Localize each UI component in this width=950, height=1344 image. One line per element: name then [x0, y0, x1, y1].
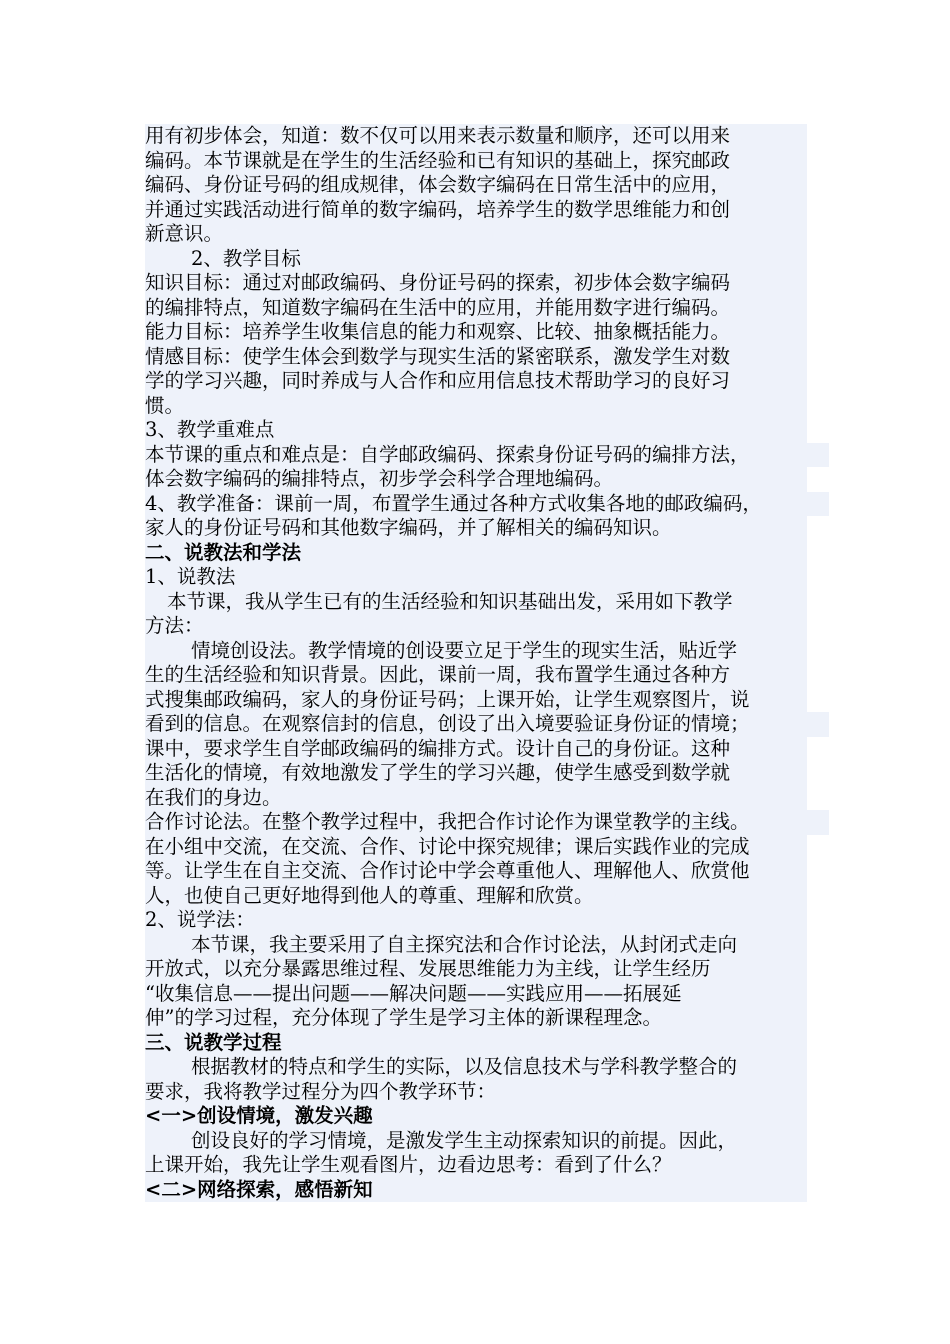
document-body — [145, 124, 807, 1202]
subsection-heading: <一>创设情境，激发兴趣 — [145, 1104, 807, 1129]
section-heading: 1、说教法 — [145, 565, 807, 590]
text-line: 在我们的身边。 — [145, 786, 807, 811]
text-line: 伸”的学习过程，充分体现了学生是学习主体的新课程理念。 — [145, 1006, 807, 1031]
section-heading: 2、说学法： — [145, 908, 807, 933]
text-line: 创设良好的学习情境，是激发学生主动探索知识的前提。因此， — [145, 1129, 807, 1154]
chapter-heading: 二、说教法和学法 — [145, 541, 807, 566]
text-line: 课中，要求学生自学邮政编码的编排方式。设计自己的身份证。这种 — [145, 737, 807, 762]
text-line: 方法： — [145, 614, 807, 639]
text-line: 在小组中交流，在交流、合作、讨论中探究规律；课后实践作业的完成 — [145, 835, 807, 860]
text-line: 并通过实践活动进行简单的数字编码，培养学生的数学思维能力和创 — [145, 198, 807, 223]
text-line: 知识目标：通过对邮政编码、身份证号码的探索，初步体会数字编码 — [145, 271, 807, 296]
subsection-heading: <二>网络探索，感悟新知 — [145, 1178, 807, 1203]
text-line: 看到的信息。在观察信封的信息，创设了出入境要验证身份证的情境； — [145, 712, 829, 737]
text-line: 式搜集邮政编码，家人的身份证号码；上课开始，让学生观察图片，说 — [145, 688, 807, 713]
text-line: 家人的身份证号码和其他数字编码，并了解相关的编码知识。 — [145, 516, 807, 541]
section-heading: 3、教学重难点 — [145, 418, 807, 443]
text-line: 用有初步体会，知道：数不仅可以用来表示数量和顺序，还可以用来 — [145, 124, 807, 149]
chapter-heading: 三、说教学过程 — [145, 1031, 807, 1056]
section-heading: 2、教学目标 — [145, 247, 807, 272]
text-line: 惯。 — [145, 394, 807, 419]
text-line: 上课开始，我先让学生观看图片，边看边思考：看到了什么？ — [145, 1153, 807, 1178]
text-line: 要求，我将教学过程分为四个教学环节： — [145, 1080, 807, 1105]
text-line: 情境创设法。教学情境的创设要立足于学生的现实生活，贴近学 — [145, 639, 807, 664]
text-line: 本节课，我从学生已有的生活经验和知识基础出发，采用如下教学 — [145, 590, 807, 615]
text-line: 能力目标：培养学生收集信息的能力和观察、比较、抽象概括能力。 — [145, 320, 807, 345]
text-line: 本节课，我主要采用了自主探究法和合作讨论法，从封闭式走向 — [145, 933, 807, 958]
text-line: 开放式，以充分暴露思维过程、发展思维能力为主线，让学生经历 — [145, 957, 807, 982]
text-line: 学的学习兴趣，同时养成与人合作和应用信息技术帮助学习的良好习 — [145, 369, 807, 394]
text-line: 新意识。 — [145, 222, 807, 247]
text-line: 的编排特点，知道数字编码在生活中的应用，并能用数字进行编码。 — [145, 296, 807, 321]
text-line: 编码。本节课就是在学生的生活经验和已有知识的基础上，探究邮政 — [145, 149, 807, 174]
text-line: 生活化的情境，有效地激发了学生的学习兴趣，使学生感受到数学就 — [145, 761, 807, 786]
text-line: 体会数字编码的编排特点，初步学会科学合理地编码。 — [145, 467, 807, 492]
text-line: “收集信息——提出问题——解决问题——实践应用——拓展延 — [145, 982, 807, 1007]
text-line: 本节课的重点和难点是：自学邮政编码、探索身份证号码的编排方法， — [145, 443, 829, 468]
text-line: 情感目标：使学生体会到数学与现实生活的紧密联系，激发学生对数 — [145, 345, 807, 370]
text-line: 根据教材的特点和学生的实际，以及信息技术与学科教学整合的 — [145, 1055, 807, 1080]
text-line: 等。让学生在自主交流、合作讨论中学会尊重他人、理解他人、欣赏他 — [145, 859, 807, 884]
text-line: 4、教学准备：课前一周，布置学生通过各种方式收集各地的邮政编码， — [145, 492, 829, 517]
text-line: 生的生活经验和知识背景。因此，课前一周，我布置学生通过各种方 — [145, 663, 807, 688]
text-line: 人，也使自己更好地得到他人的尊重、理解和欣赏。 — [145, 884, 807, 909]
text-line: 编码、身份证号码的组成规律，体会数字编码在日常生活中的应用， — [145, 173, 807, 198]
text-line: 合作讨论法。在整个教学过程中，我把合作讨论作为课堂教学的主线。 — [145, 810, 829, 835]
